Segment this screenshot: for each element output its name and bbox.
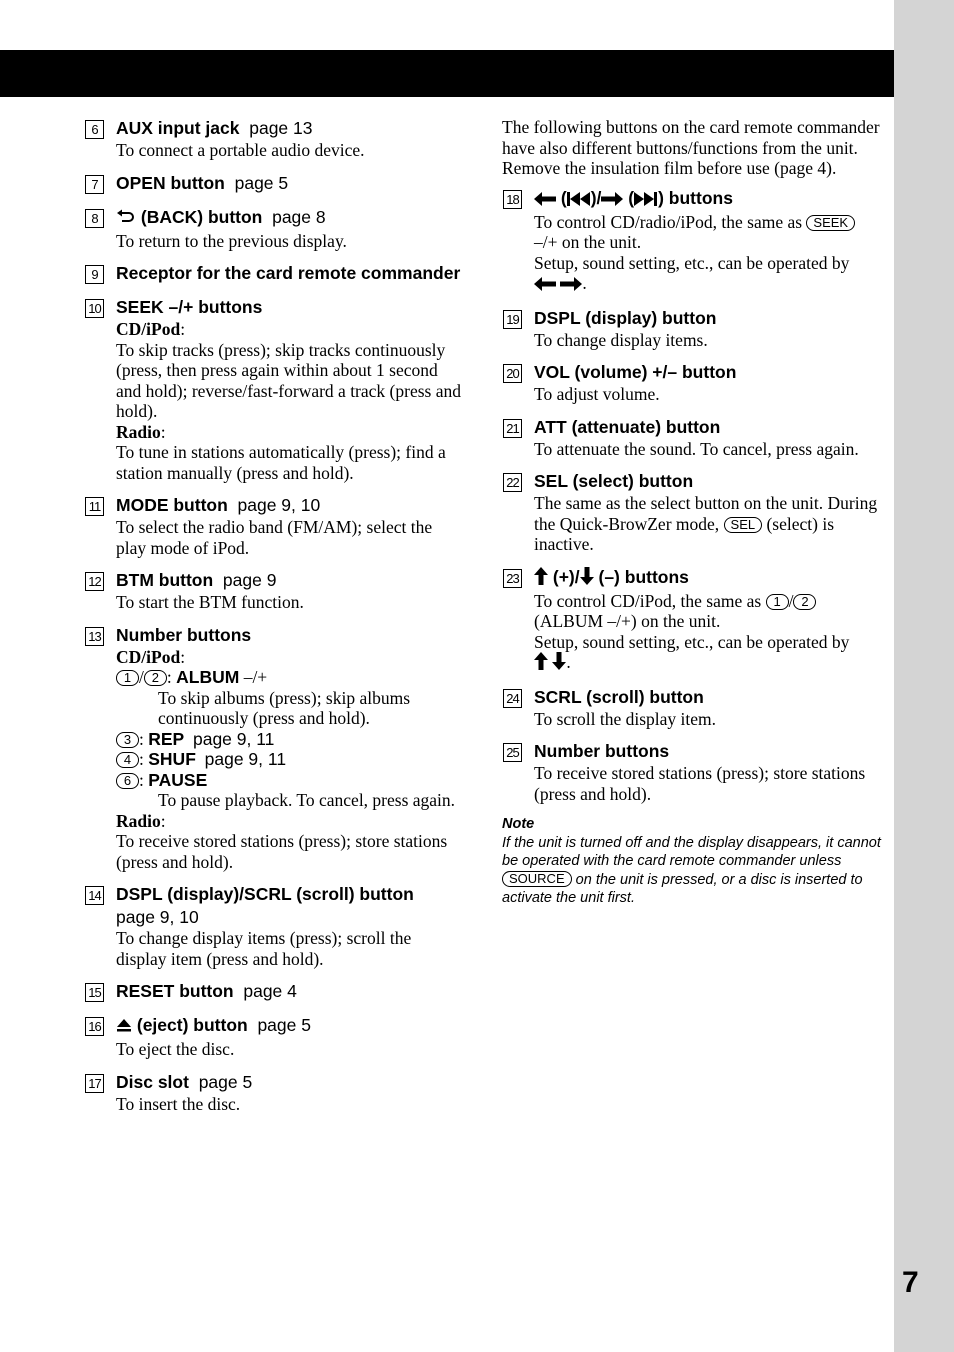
radio-label: Radio	[116, 421, 161, 442]
note-text: on the unit is pressed, or a disc is inserted to activate the unit first.	[502, 871, 863, 906]
radio-description: To receive stored stations (press); store stations (press and hold).	[116, 831, 448, 872]
item-15	[84, 980, 466, 1003]
description-part: (select) is inactive.	[534, 513, 835, 554]
item-number: 11	[85, 497, 104, 516]
number-key-2: 2	[793, 594, 816, 610]
number-key-1: 1	[766, 594, 789, 610]
description-part: To control CD/radio/iPod, the same as	[534, 211, 803, 232]
item-title: MODE button	[116, 495, 228, 515]
item-title: (eject) button	[136, 1015, 248, 1035]
item-description: To select the radio band (FM/AM); select the play mode of iPod.	[116, 517, 433, 558]
page-ref: page 9, 10	[237, 495, 321, 515]
album-suffix: –/+	[243, 667, 268, 687]
item-19	[502, 307, 882, 351]
item-title: BTM button	[116, 570, 214, 590]
up-arrow-icon	[534, 652, 548, 675]
item-description: To insert the disc.	[116, 1093, 241, 1114]
item-number: 12	[85, 572, 104, 591]
item-23: 23 (+)/ (–) buttons To control CD/iPod, the same as 1 / 2 (ALBUM –/+) on the unit. Setup, sound setting, etc., can be operated by .	[502, 566, 882, 675]
item-17	[84, 1071, 466, 1115]
item-description: To change display items (press); scroll the display item (press and hold).	[116, 928, 412, 969]
item-title: ATT (attenuate) button	[534, 416, 721, 437]
left-column	[84, 117, 466, 1125]
rep-label: REP	[148, 728, 185, 749]
item-number: 23	[503, 569, 522, 588]
note-block	[502, 815, 882, 908]
item-description: To scroll the display item.	[534, 708, 717, 729]
album-label: ALBUM	[176, 667, 240, 687]
item-title: SEL (select) button	[534, 471, 694, 491]
up-arrow-icon	[534, 567, 548, 591]
item-number: 18	[503, 190, 522, 209]
cd-ipod-label: CD/iPod	[116, 646, 181, 667]
item-number: 25	[503, 743, 522, 762]
item-title: Receptor for the card remote commander	[116, 263, 461, 283]
title-part: )/	[590, 187, 602, 208]
title-part: (	[560, 187, 567, 208]
page-ref: page 5	[257, 1015, 311, 1035]
page-ref: page 4	[243, 981, 297, 1001]
next-track-icon	[634, 189, 658, 212]
item-20	[502, 361, 882, 405]
title-part: ) buttons	[658, 187, 733, 208]
title-part: (	[628, 187, 635, 208]
left-arrow-icon	[534, 189, 556, 212]
page-ref: page 9	[222, 570, 277, 590]
item-number: 10	[85, 299, 104, 318]
item-title: Disc slot	[116, 1071, 189, 1092]
item-7	[84, 172, 466, 195]
title-part: (–) buttons	[598, 566, 689, 587]
page-ref: page 9, 10	[116, 907, 199, 927]
item-9	[84, 262, 466, 285]
cd-ipod-description: To skip tracks (press); skip tracks continuously (press, then press again within about 1 second and hold); reverse/fast-forward a track (press and hold).	[116, 339, 461, 421]
page-ref: page 9, 11	[204, 749, 287, 769]
item-description: To eject the disc.	[116, 1039, 235, 1059]
pause-description: To pause playback. To cancel, press again.	[158, 790, 456, 810]
item-number: 7	[85, 175, 104, 194]
item-description: To start the BTM function.	[116, 592, 304, 612]
cd-ipod-label: CD/iPod	[116, 319, 181, 339]
number-key-3: 3	[116, 732, 139, 748]
item-number: 21	[503, 419, 522, 438]
note-heading: Note	[502, 816, 535, 832]
item-title: VOL (volume) +/– button	[534, 362, 737, 382]
page-side-tab	[894, 0, 954, 1352]
header-bar	[0, 50, 894, 97]
item-13: 13 Number buttons CD/iPod: 1 / 2 : ALBUM –/+ To skip albums (press); skip albums continuously (press and hold). 3 : REP page 9, 11 4 : SHUF page 9, 11 6 : PAUSE To pause playback. To cancel, press again. Radio: To receive stored stations (press); store stations (press and hold).	[84, 624, 466, 873]
item-description: To change display items.	[534, 329, 708, 350]
note-text: If the unit is turned off and the display disappears, it cannot be operated with the card remote commander unless	[502, 834, 881, 869]
right-column	[502, 117, 882, 908]
right-arrow-icon	[560, 275, 582, 296]
eject-icon	[116, 1016, 132, 1039]
description-part: Setup, sound setting, etc., can be operated by	[534, 631, 850, 652]
item-description: To receive stored stations (press); store stations (press and hold).	[534, 763, 866, 804]
item-title: Number buttons	[116, 624, 252, 645]
item-number: 14	[85, 886, 104, 905]
intro-paragraph: The following buttons on the card remote commander have also different buttons/functions from the unit. Remove the insulation film before use (page 4).	[502, 117, 880, 178]
item-number: 15	[85, 983, 104, 1002]
item-title: OPEN button	[116, 172, 225, 193]
description-part: –/+ on the unit.	[534, 232, 642, 252]
right-arrow-icon	[601, 189, 623, 212]
item-title: RESET button	[116, 981, 234, 1001]
number-key-1: 1	[116, 670, 139, 686]
item-6	[84, 117, 466, 161]
left-arrow-icon	[534, 275, 556, 296]
item-description: To adjust volume.	[534, 384, 660, 404]
number-key-6: 6	[116, 773, 139, 789]
page-number: 7	[902, 1266, 919, 1299]
item-18: 18 ( )/ ( ) buttons To control CD/radio/iPod, the same as SEEK –/+ on the unit. Setup, sound setting, etc., can be operated by .	[502, 187, 882, 296]
item-number: 6	[85, 120, 104, 139]
item-title: DSPL (display) button	[534, 307, 717, 328]
item-25	[502, 740, 882, 804]
item-number: 24	[503, 689, 522, 708]
number-key-4: 4	[116, 752, 139, 768]
down-arrow-icon	[580, 567, 594, 591]
item-16	[84, 1014, 466, 1060]
item-title: (BACK) button	[140, 206, 263, 227]
number-key-2: 2	[144, 670, 167, 686]
item-title: AUX input jack	[116, 118, 240, 138]
item-description: To connect a portable audio device.	[116, 140, 365, 160]
item-22	[502, 470, 882, 555]
item-number: 22	[503, 473, 522, 492]
album-description: To skip albums (press); skip albums continuously (press and hold).	[158, 687, 411, 728]
item-description: To attenuate the sound. To cancel, press again.	[534, 438, 859, 459]
description-part: To control CD/iPod, the same as	[534, 590, 762, 611]
title-part: (+)/	[552, 566, 580, 587]
down-arrow-icon	[552, 652, 566, 675]
item-11	[84, 494, 466, 558]
item-number: 20	[503, 364, 522, 383]
item-number: 19	[503, 310, 522, 329]
item-8	[84, 206, 466, 252]
page-ref: page 8	[272, 206, 326, 227]
back-arrow-icon	[116, 208, 136, 231]
page-ref: page 5	[234, 172, 289, 193]
previous-track-icon	[567, 189, 591, 212]
description-part: (ALBUM –/+) on the unit.	[534, 611, 721, 631]
pause-label: PAUSE	[148, 769, 208, 790]
item-number: 9	[85, 265, 104, 284]
page-ref: page 9, 11	[192, 728, 275, 749]
item-title: SEEK –/+ buttons	[116, 297, 263, 317]
item-title: Number buttons	[534, 741, 670, 761]
page-ref: page 13	[249, 118, 313, 138]
item-number: 8	[85, 209, 104, 228]
item-number: 16	[85, 1017, 104, 1036]
seek-key: SEEK	[806, 215, 855, 231]
description-part: The same as the select button on the unit. During the Quick-BrowZer mode,	[534, 493, 878, 534]
sel-key: SEL	[724, 517, 763, 533]
page-ref: page 5	[198, 1071, 253, 1092]
item-title: DSPL (display)/SCRL (scroll) button	[116, 884, 414, 904]
item-14	[84, 883, 466, 969]
radio-label: Radio	[116, 810, 161, 831]
source-key: SOURCE	[502, 871, 572, 887]
item-21	[502, 416, 882, 460]
item-10: 10 SEEK –/+ buttons CD/iPod: To skip tracks (press); skip tracks continuously (press, then press again within about 1 second and hold); reverse/fast-forward a track (press and hold). Radio: To tune in stations automatically (press); find a station manually (press and hold).	[84, 296, 466, 483]
item-number: 17	[85, 1074, 104, 1093]
shuf-label: SHUF	[148, 749, 196, 769]
radio-description: To tune in stations automatically (press); find a station manually (press and hold).	[116, 442, 446, 483]
item-24	[502, 686, 882, 730]
item-number: 13	[85, 627, 104, 646]
item-title: SCRL (scroll) button	[534, 686, 704, 707]
item-description: To return to the previous display.	[116, 230, 347, 251]
item-12	[84, 569, 466, 613]
description-part: Setup, sound setting, etc., can be operated by	[534, 252, 850, 273]
